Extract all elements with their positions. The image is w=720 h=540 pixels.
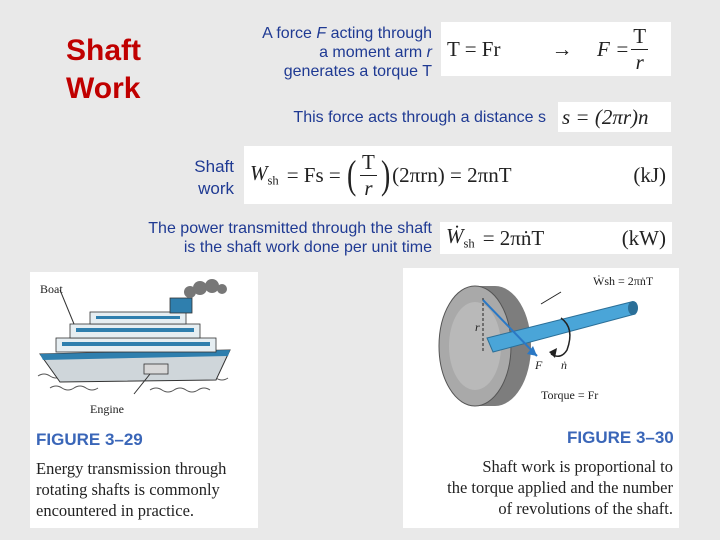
force-line-3: generates a torque T xyxy=(283,63,432,80)
figure-3-30-caption: Shaft work is proportional to the torque applied and the number of revolutions of the shaft. xyxy=(447,457,673,518)
slide-title: Shaft Work xyxy=(66,34,141,105)
force-label: F xyxy=(535,358,543,372)
shaft-work-label: Shaft work xyxy=(194,157,234,198)
radius-label: r xyxy=(475,320,480,334)
force-description xyxy=(200,24,432,81)
power-equation xyxy=(440,222,672,254)
boat-funnel xyxy=(170,298,192,313)
work-unit: (kJ) xyxy=(633,162,666,187)
figure-3-29-label: FIGURE 3–29 xyxy=(36,430,143,449)
distance-equation: s = (2πr)n xyxy=(558,102,671,132)
engine-label: Engine xyxy=(90,402,124,416)
torque-lhs: T = Fr xyxy=(447,36,501,61)
distance-description: This force acts through a distance s xyxy=(293,109,546,126)
force-line-2: a moment arm r xyxy=(319,44,432,61)
work-fraction: $\frac{T}{r}$ xyxy=(362,149,375,200)
ndot-label: ṅ xyxy=(561,358,567,372)
left-paren: ( xyxy=(346,152,357,198)
boat-label: Boat xyxy=(40,282,63,296)
force-line-1: A force F acting through xyxy=(262,25,432,42)
work-rest: (2πrn) = 2πnT xyxy=(392,162,512,187)
force-lhs: F = xyxy=(597,36,630,61)
power-symbol: Ẇ$_{sh}$ xyxy=(446,224,475,251)
right-paren: ) xyxy=(380,152,391,198)
figure-3-30-label: FIGURE 3–30 xyxy=(567,428,674,447)
wdot-label: Ẇsh = 2πṅT xyxy=(593,274,654,288)
power-description: The power transmitted through the shaft is the shaft work done per unit time xyxy=(148,220,432,256)
figure-3-29-panel xyxy=(30,272,258,528)
shaft-work-equation xyxy=(244,146,672,204)
power-rest: = 2πṅT xyxy=(482,225,545,250)
engine-box xyxy=(144,364,168,374)
boat-illustration xyxy=(30,272,258,422)
work-symbol: $W_{sh}$ xyxy=(250,161,279,188)
implies-arrow: → xyxy=(551,36,573,61)
figure-3-30-panel xyxy=(403,268,679,528)
torque-label: Torque = Fr xyxy=(541,388,599,402)
work-middle: = Fs = xyxy=(286,162,341,187)
figure-3-29-caption: Energy transmission through rotating shafts is commonly encountered in practice. xyxy=(36,459,227,520)
power-unit: (kW) xyxy=(621,225,666,250)
torque-equation xyxy=(441,22,671,76)
smoke-icon xyxy=(184,279,227,298)
force-fraction: $\frac{T}{r}$ xyxy=(633,23,647,74)
